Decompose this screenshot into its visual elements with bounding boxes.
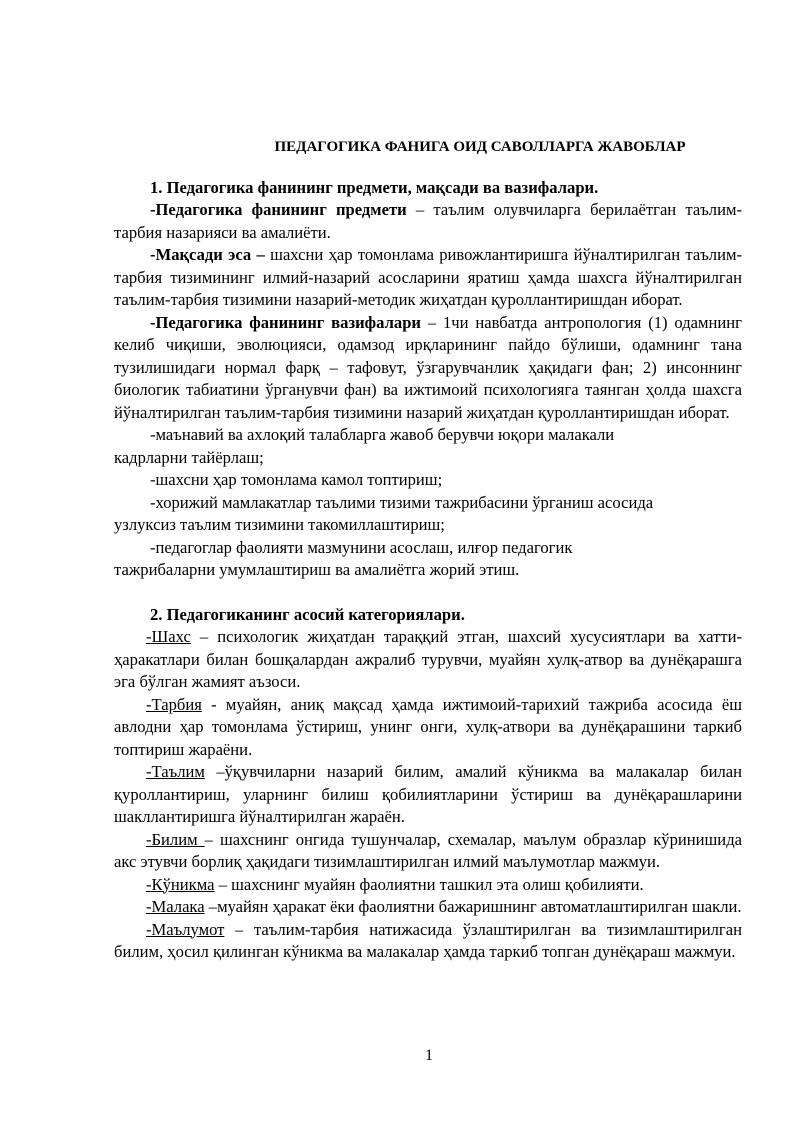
category-definition: –ўқувчиларни назарий билим, амалий кўникма ва малакалар билан қуроллантириш, уларнинг билиш қобилиятларини ўстириш ва дунёқарашларини шакллантиришга йўналтирилган жараён.	[114, 762, 742, 826]
category-bilim	[114, 829, 742, 874]
document-page	[114, 136, 742, 964]
category-term: -Кўникма	[146, 874, 215, 894]
paragraph-subject	[114, 199, 742, 244]
tasks-label: -Педагогика фанининг вазифалари	[150, 312, 421, 332]
paragraph-tasks	[114, 312, 742, 425]
goal-label: -Мақсади эса –	[150, 245, 265, 264]
paragraph-goal	[114, 244, 742, 312]
subject-label: -Педагогика фанининг предмети	[150, 200, 407, 219]
category-term: -Шахс	[146, 627, 191, 646]
category-shakhs	[114, 626, 742, 694]
goal-text: шахсни ҳар томонлама ривожлантиришга йўналтирилган таълим-тарбия тизимининг илмий-назарий асосларини яратиш ҳамда шахсга йўналтирилган таълим-тарбия тизимини назарий-методик жиҳатдан қуроллантиришдан иборат.	[114, 245, 742, 309]
list-item: -хорижий мамлакатлар таълими тизими тажрибасини ўрганиш асосида узлуксиз таълим тизимини такомиллаштириш;	[114, 492, 654, 534]
subject-text: – таълим олувчиларга берилаётган таълим-тарбия назарияси ва амалиёти.	[114, 200, 742, 242]
category-definition: - муайян, аниқ мақсад ҳамда ижтимоий-тарихий тажриба асосида ёш авлодни ҳар томонлама ўстириш, унинг онги, хулқ-атвори ва дунёқарашини таркиб топтириш жараёни.	[114, 694, 742, 759]
list-item: -педагоглар фаолияти мазмунини асослаш, илғор педагогик тажрибаларни умумлаштириш ва амалиётга жорий этиш.	[114, 537, 573, 579]
category-konikma	[114, 874, 742, 897]
category-term: -Таълим	[146, 762, 205, 781]
section-2-heading: 2. Педагогиканинг асосий категориялари.	[150, 604, 465, 624]
list-item: -шахсни ҳар томонлама камол топтириш;	[150, 470, 443, 489]
category-definition: – шахснинг онгида тушунчалар, схемалар, маълум образлар кўринишида акс этувчи борлиқ ҳақидаги тизимлаштирилган илмий маълумотлар мажмуи.	[114, 829, 742, 871]
category-talim	[114, 761, 742, 829]
category-term: -Малака	[146, 897, 205, 916]
page-number: 1	[425, 1047, 433, 1064]
category-definition: – шахснинг муайян фаолиятни ташкил эта олиш қобилияти.	[214, 874, 644, 894]
list-item: -маънавий ва ахлоқий талабларга жавоб берувчи юқори малакали кадрларни тайёрлаш;	[114, 425, 615, 467]
category-definition: – таълим-тарбия натижасида ўзлаштирилган ва тизимлаштирилган билим, ҳосил қилинган кўникма ва малакалар ҳамда таркиб топган дунёқараш мажмуи.	[114, 919, 742, 961]
tasks-text: – 1чи навбатда антропология (1) одамнинг келиб чиқиши, эволюцияси, одамзод ирқларининг пайдо бўлиши, одамнинг тана тузилишидаги нормал фарқ – тафовут, ўзгарувчанлик ҳақидаги фан; 2) инсоннинг биологик табиатини ўрганувчи фан) ва ижтимоий психологияга таянган ҳолда шахсга йўналтирилган таълим-тарбия тизимини назарий жиҳатдан қуроллантиришдан иборат.	[114, 312, 742, 422]
category-tarbiya	[114, 694, 742, 762]
category-term: -Билим	[146, 829, 205, 849]
category-definition: – психологик жиҳатдан тараққий этган, шахсий хусусиятлари ва хатти-ҳаракатлари билан бошқалардан ажралиб турувчи, муайян хулқ-атвор ва дунёқарашга эга бўлган жамият аъзоси.	[114, 627, 742, 691]
section-1-heading: 1. Педагогика фанининг предмети, мақсади ва вазифалари.	[150, 177, 599, 197]
category-term: -Тарбия	[146, 694, 202, 714]
document-title: ПЕДАГОГИКА ФАНИГА ОИД САВОЛЛАРГА ЖАВОБЛАР	[274, 139, 686, 155]
category-malaka	[114, 896, 742, 919]
category-malumot	[114, 919, 742, 964]
category-definition: –муайян ҳаракат ёки фаолиятни бажаришнинг автоматлаштирилган шакли.	[204, 897, 742, 916]
category-term: -Маълумот	[146, 919, 225, 939]
